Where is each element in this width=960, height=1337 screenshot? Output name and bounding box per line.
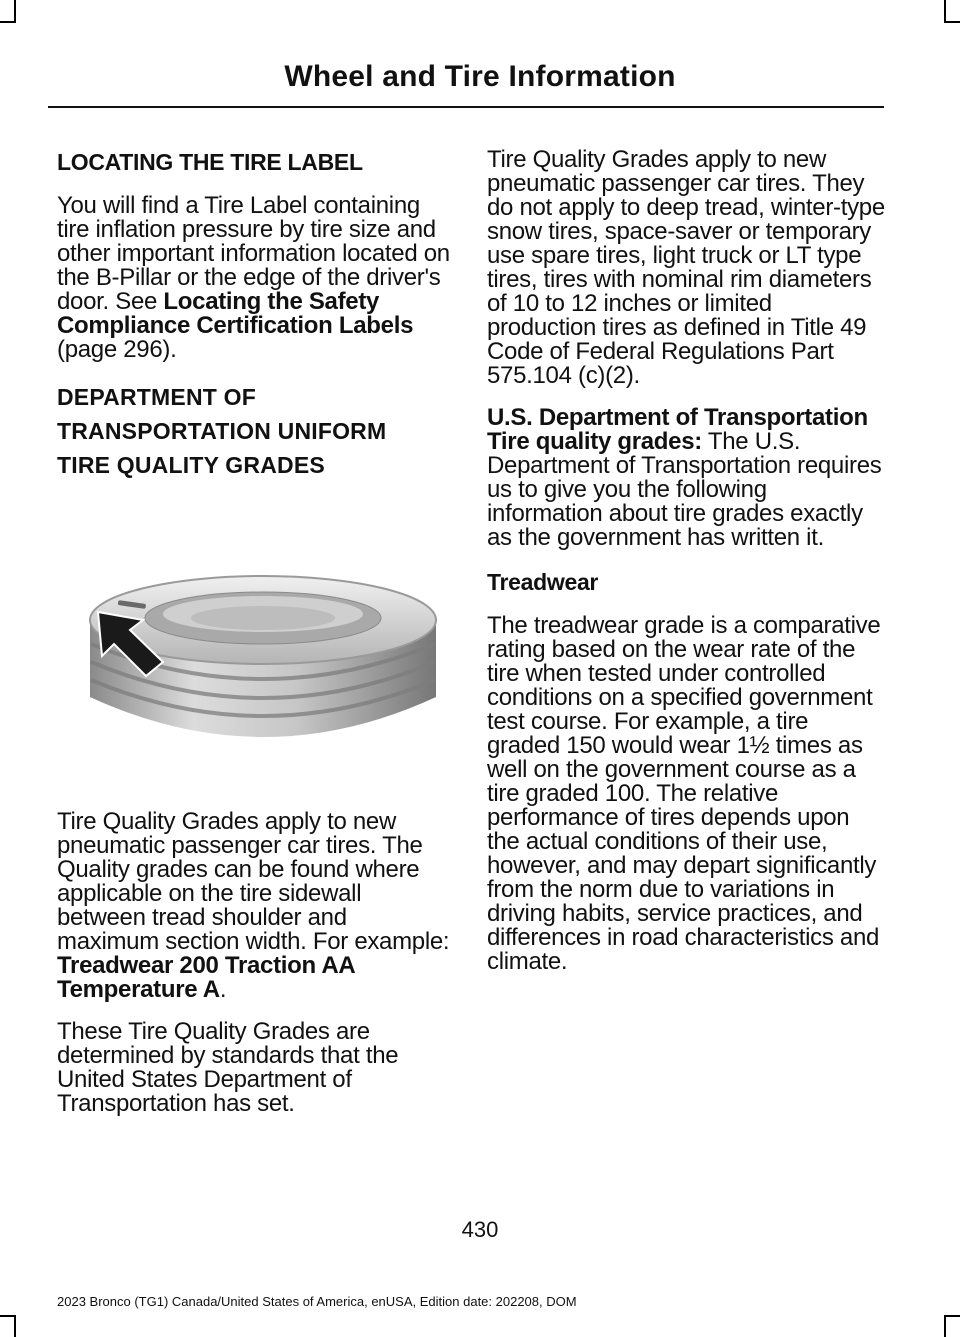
left-column-top xyxy=(57,148,452,482)
utqg-heading-line: DEPARTMENT OF xyxy=(57,384,256,410)
utqg-heading-line: TRANSPORTATION UNIFORM xyxy=(57,418,387,444)
utqg-heading-line: TIRE QUALITY GRADES xyxy=(57,452,325,478)
applicability-paragraph: Tire Quality Grades apply to new pneumatic passenger car tires. They do not apply to deep tread, winter-type snow tires, space-saver or temporary use spare tires, light truck or LT type tires, tires with nominal rim diameters of 10 to 12 inches or limited production tires as defined in Title 49 Code of Federal Regulations Part 575.104 (c)(2). xyxy=(487,146,885,389)
left-column-bottom xyxy=(57,810,452,1134)
section-heading-treadwear: Treadwear xyxy=(487,569,599,595)
section-heading-tire-label: LOCATING THE TIRE LABEL xyxy=(57,149,363,175)
page-number: 430 xyxy=(461,1217,499,1242)
page-reference: (page 296). xyxy=(57,336,177,363)
crop-mark xyxy=(0,21,16,23)
page-title: Wheel and Tire Information xyxy=(284,60,676,93)
standards-paragraph: These Tire Quality Grades are determined by standards that the United States Department of Transportation has set. xyxy=(57,1018,399,1117)
right-column xyxy=(487,148,885,992)
crop-mark xyxy=(944,21,960,23)
grade-example: Treadwear 200 Traction AA Temperature A xyxy=(57,952,355,1003)
edition-footer: 2023 Bronco (TG1) Canada/United States of America, enUSA, Edition date: 202208, DOM xyxy=(57,1294,577,1309)
crop-mark xyxy=(944,1315,960,1317)
crop-mark xyxy=(14,0,16,22)
header-divider xyxy=(48,106,884,108)
crop-mark xyxy=(944,0,946,22)
dot-heading: U.S. Department of Transportation Tire quality grades: xyxy=(487,404,868,455)
crop-mark xyxy=(944,1315,946,1337)
quality-grades-text: Tire Quality Grades apply to new pneumatic passenger car tires. The Quality grades can be found where applicable on the tire sidewall between tread shoulder and maximum section width. For example: xyxy=(57,808,450,955)
treadwear-paragraph: The treadwear grade is a comparative rating based on the wear rate of the tire when tested under controlled conditions on a specified government test course. For example, a tire graded 150 would wear 1½ times as well on the government course as a tire graded 100. The relative performance of tires depends upon the actual conditions of their use, however, and may depart significantly from the norm due to variations in driving habits, service practices, and differences in road characteristics and climate. xyxy=(487,612,881,975)
crop-mark xyxy=(14,1315,16,1337)
dot-paragraph xyxy=(487,406,885,550)
tire-label-text: You will find a Tire Label containing tire inflation pressure by tire size and other important information located on the B-Pillar or the edge of the driver's door. See xyxy=(57,192,450,315)
section-heading-utqg xyxy=(57,380,452,482)
quality-grades-paragraph xyxy=(57,810,452,1002)
dot-text: The U.S. Department of Transportation requires us to give you the following information about tire grades exactly as the government has written it. xyxy=(487,428,882,551)
tire-with-arrow-icon xyxy=(88,572,438,752)
punctuation: . xyxy=(219,976,227,1003)
crop-mark xyxy=(0,1315,16,1317)
safety-labels-link[interactable]: Locating the Safety Compliance Certification Labels xyxy=(57,288,414,339)
tire-label-paragraph xyxy=(57,194,452,362)
